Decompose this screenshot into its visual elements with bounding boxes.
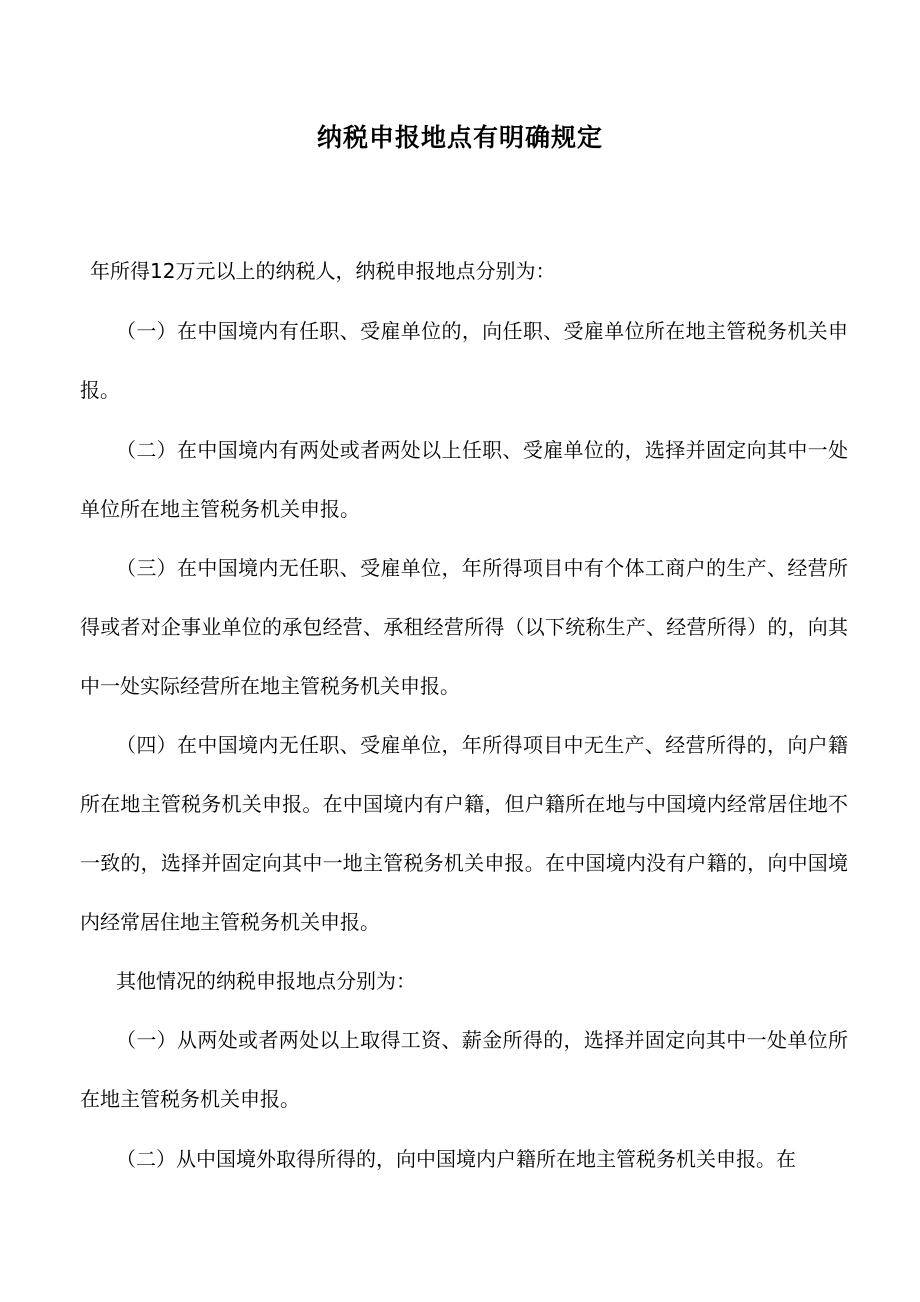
paragraph-other-item-1: （一）从两处或者两处以上取得工资、薪金所得的，选择并固定向其中一处单位所在地主管税务机关申报。 bbox=[80, 1028, 848, 1111]
paragraph-other-item-2: （二）从中国境外取得所得的，向中国境内户籍所在地主管税务机关申报。在 bbox=[116, 1147, 796, 1171]
document-title: 纳税申报地点有明确规定 bbox=[316, 123, 603, 152]
paragraph-item-2: （二）在中国境内有两处或者两处以上任职、受雇单位的，选择并固定向其中一处单位所在地主管税务机关申报。 bbox=[80, 438, 848, 521]
paragraph-item-1: （一）在中国境内有任职、受雇单位的，向任职、受雇单位所在地主管税务机关申报。 bbox=[80, 319, 848, 402]
paragraph-other-intro: 其他情况的纳税申报地点分别为： bbox=[116, 969, 416, 993]
paragraph-item-4: （四）在中国境内无任职、受雇单位，年所得项目中无生产、经营所得的，向户籍所在地主管税务机关申报。在中国境内有户籍，但户籍所在地与中国境内经常居住地不一致的，选择并固定向其中一地主管税务机关申报。在中国境内没有户籍的，向中国境内经常居住地主管税务机关申报。 bbox=[80, 733, 848, 934]
paragraph-item-3: （三）在中国境内无任职、受雇单位，年所得项目中有个体工商户的生产、经营所得或者对企事业单位的承包经营、承租经营所得（以下统称生产、经营所得）的，向其中一处实际经营所在地主管税务机关申报。 bbox=[80, 556, 848, 698]
paragraph-intro: 年所得12万元以上的纳税人，纳税申报地点分别为： bbox=[90, 259, 556, 283]
